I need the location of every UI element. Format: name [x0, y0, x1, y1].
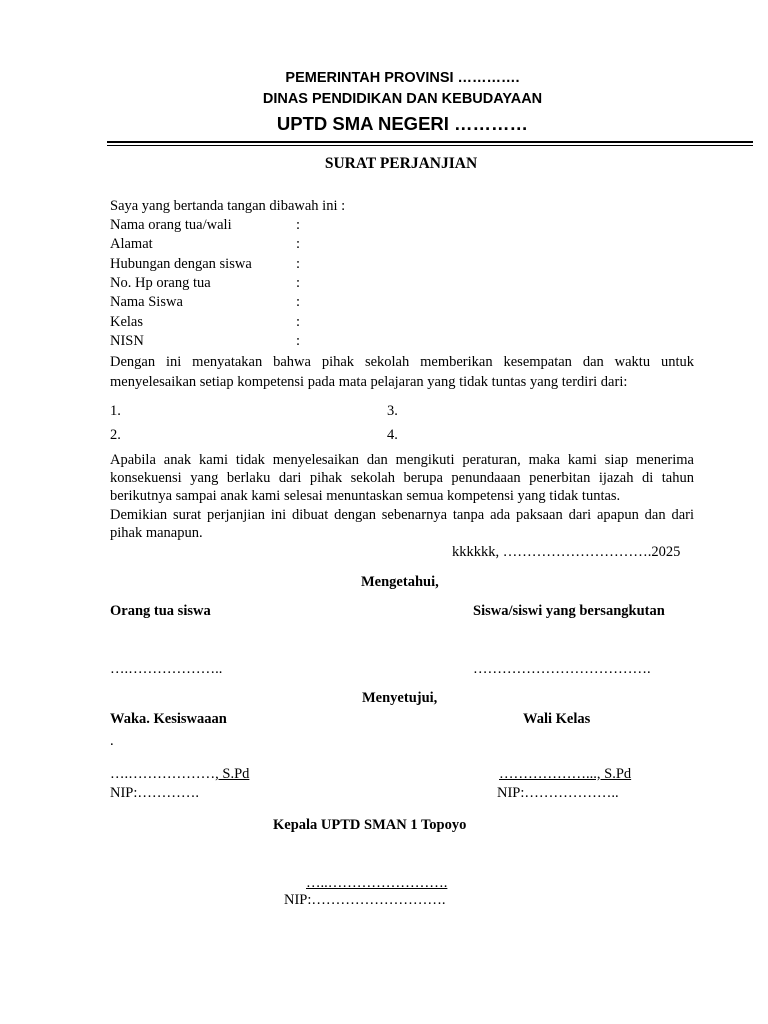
closing-paragraph: Demikian surat perjanjian ini dibuat dengan sebenarnya tanpa ada paksaan dari apapun dan dari pihak manapun. [110, 507, 694, 541]
intro-text: Saya yang bertanda tangan dibawah ini : [110, 198, 346, 214]
header-rule-thick [107, 141, 753, 143]
document-title: SURAT PERJANJIAN [324, 155, 478, 172]
menyetujui-label: Menyetujui, [362, 690, 438, 706]
field-colon: : [296, 294, 301, 310]
waka-name-line [110, 766, 249, 783]
field-colon: : [296, 256, 301, 272]
field-label: Hubungan dengan siswa [110, 256, 252, 272]
field-colon: : [296, 275, 301, 291]
waka-title: , S.Pd [215, 766, 250, 782]
consequence-paragraph: Apabila anak kami tidak menyelesaikan dan mengikuti peraturan, maka kami siap menerima konsekuensi yang berlaku dari pihak sekolah berupa penundaaan penerbitan ijazah di tahun berikutnya sampai anak kami selesai menuntaskan semua kompetensi yang tidak tuntas. [110, 452, 694, 504]
walikelas-name-line: ………………..., S.Pd [499, 766, 632, 782]
statement-paragraph: Dengan ini menyatakan bahwa pihak sekolah memberikan kesempatan dan waktu untuk menyelesaikan setiap kompetensi pada mata pelajaran yang tidak tuntas yang terdiri dari: [110, 354, 694, 390]
walikelas-signature-label: Wali Kelas [523, 711, 591, 727]
waka-name-dots: ….……………… [110, 766, 216, 782]
list-item: 4. [387, 427, 398, 443]
field-colon: : [296, 217, 301, 233]
walikelas-nip: NIP:……………….. [497, 785, 619, 801]
list-item: 1. [110, 403, 121, 419]
field-label: Nama orang tua/wali [110, 217, 232, 233]
waka-nip: NIP:…………. [110, 785, 200, 801]
parent-signature-line: ….……………….. [110, 661, 223, 677]
waka-signature-label: Waka. Kesiswaaan [110, 711, 227, 727]
stray-dot: . [110, 733, 114, 749]
field-label: Nama Siswa [110, 294, 183, 310]
header-line-1: PEMERINTAH PROVINSI …………. [285, 70, 520, 86]
header-rule-thin [107, 145, 753, 146]
field-label: NISN [110, 333, 144, 349]
list-item: 2. [110, 427, 121, 443]
kepala-name-line: …..……………………. [306, 875, 448, 891]
field-label: Kelas [110, 314, 144, 330]
header-line-3: UPTD SMA NEGERI ………… [276, 113, 529, 134]
field-colon: : [296, 236, 301, 252]
field-colon: : [296, 314, 301, 330]
student-signature-line: ………………………………. [473, 661, 651, 677]
header-line-2: DINAS PENDIDIKAN DAN KEBUDAYAAN [262, 91, 543, 107]
list-item: 3. [387, 403, 398, 419]
kepala-nip: NIP:………………………. [284, 892, 446, 908]
place-date: kkkkkk, ………………………….2025 [452, 544, 681, 560]
student-signature-label: Siswa/siswi yang bersangkutan [473, 603, 665, 619]
kepala-signature-label: Kepala UPTD SMAN 1 Topoyo [273, 817, 467, 833]
field-colon: : [296, 333, 301, 349]
field-label: Alamat [110, 236, 153, 252]
mengetahui-label: Mengetahui, [361, 574, 439, 590]
field-label: No. Hp orang tua [110, 275, 211, 291]
parent-signature-label: Orang tua siswa [110, 603, 211, 619]
